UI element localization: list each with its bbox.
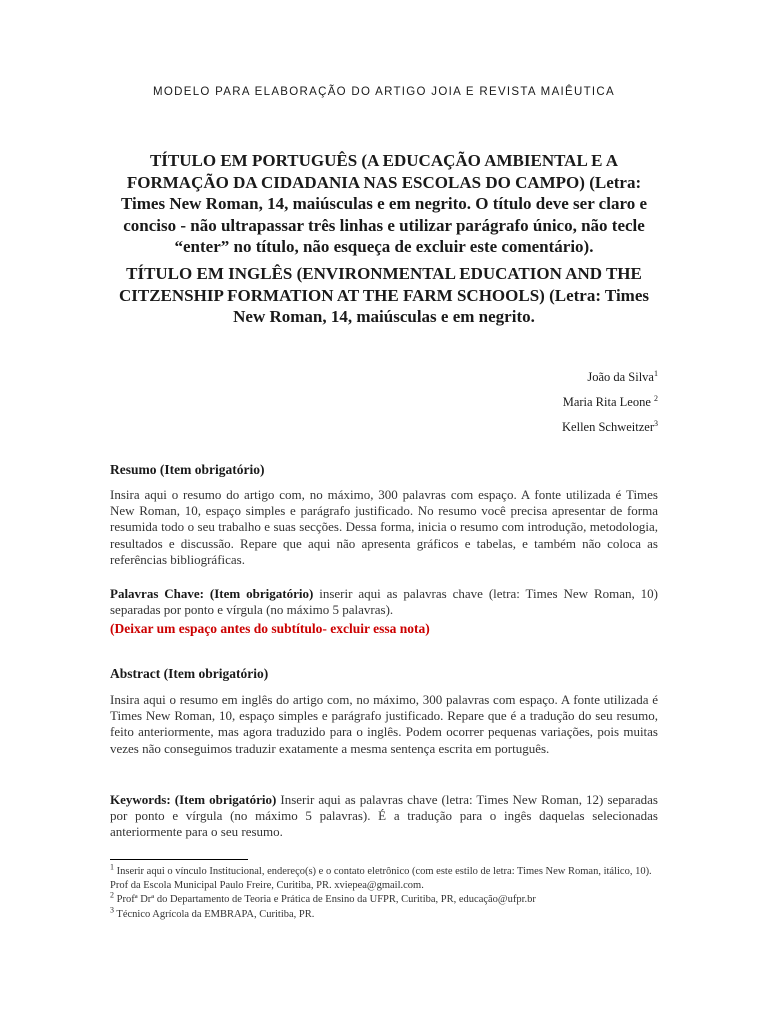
palavras-chave [110, 586, 658, 618]
keywords-label: Keywords: (Item obrigatório) [110, 792, 277, 807]
keywords [110, 792, 658, 841]
footnote-divider [110, 859, 248, 860]
abstract-heading: Abstract (Item obrigatório) [110, 666, 269, 681]
footnote-ref-1[interactable]: 1 [654, 368, 658, 378]
footnote-1-extra: Prof da Escola Municipal Paulo Freire, Curitiba, PR. xviepea@gmail.com. [110, 880, 424, 892]
abstract-body: Insira aqui o resumo em inglês do artigo com, no máximo, 300 palavras com espaço. A fonte utilizada é Times New Roman, 10, espaço simples e parágrafo justificado. Repare que é a tradução do seu resumo, feito anteriormente, mas agora traduzido para o inglês. Podem ocorrer pequenas variações, pois muitas vezes não conseguimos traduzir exatamente a mesma sentença escrita em português. [110, 692, 658, 756]
title-english: TÍTULO EM INGLÊS (ENVIRONMENTAL EDUCATION AND THE CITZENSHIP FORMATION AT THE FARM SCHOOLS) (Letra: Times New Roman, 14, maiúsculas e em negrito. [118, 264, 650, 326]
resumo-heading: Resumo (Item obrigatório) [110, 462, 265, 477]
palavras-chave-label: Palavras Chave: (Item obrigatório) [110, 586, 314, 601]
resumo-body: Insira aqui o resumo do artigo com, no máximo, 300 palavras com espaço. A fonte utilizada é Times New Roman, 10, espaço simples e parágrafo justificado. No resumo você precisa apresentar de forma resumida todo o seu trabalho e suas secções. Dessa forma, inicia o resumo com introdução, metodologia, resultados e discussão. Repare que aqui não apresenta gráficos e tabelas, e também não coloca as referências bibliográficas. [110, 487, 658, 567]
keywords-text: Inserir aqui as palavras chave (letra: Times New Roman, 12) separadas por ponto e vírgula (no máximo 5 palavras). É a tradução para o ingês daquelas selecionadas anteriormente para o seu resumo. [110, 792, 658, 840]
author-1: João da Silva$^1$ [587, 368, 658, 384]
author-3: Kellen Schweitzer$^3$ [562, 418, 658, 434]
footnotes [110, 862, 658, 922]
palavras-chave-text: inserir aqui as palavras chave (letra: Times New Roman, 10) separadas por ponto e vírgula (no máximo 5 palavras). [110, 586, 658, 618]
footnote-2: $^2$ Profª Drª do Departamento de Teoria e Prática de Ensino da UFPR, Curitiba, PR, educação@ufpr.br [110, 890, 536, 906]
footnote-1: $^1$ Inserir aqui o vínculo Institucional, endereço(s) e o contato eletrônico (com este estilo de letra: Times New Roman, itálico, 10). [110, 862, 652, 877]
author-2: Maria Rita Leone $^2$ [562, 393, 658, 409]
footnote-ref-3[interactable]: 3 [654, 418, 658, 428]
author-list [562, 370, 658, 445]
document-header: MODELO PARA ELABORAÇÃO DO ARTIGO JOIA E REVISTA MAIÊUTICA [153, 86, 615, 98]
red-note: (Deixar um espaço antes do subtítulo- excluir essa nota) [110, 621, 430, 636]
footnote-ref-2[interactable]: 2 [654, 393, 658, 403]
title-portuguese: TÍTULO EM PORTUGUÊS (A EDUCAÇÃO AMBIENTAL E A FORMAÇÃO DA CIDADANIA NAS ESCOLAS DO CAMPO) (Letra: Times New Roman, 14, maiúsculas e em negrito. O título deve ser claro e conciso - não ultrapassar três linhas e utilizar parágrafo único, não tecle “enter” no título, não esqueça de excluir este comentário). [121, 151, 647, 256]
footnote-3: $^3$ Técnico Agrícola da EMBRAPA, Curitiba, PR. [110, 905, 315, 920]
